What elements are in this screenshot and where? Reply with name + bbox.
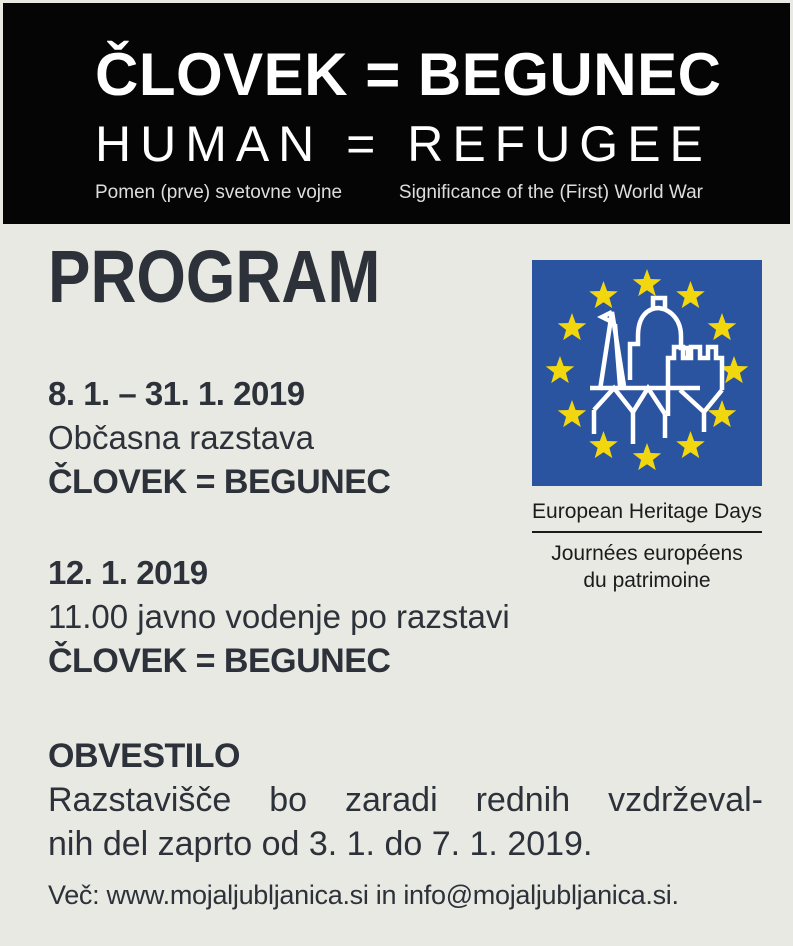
subtitle-slovenian: Pomen (prve) svetovne vojne — [95, 182, 343, 203]
contact-line: Več: www.mojaljubljanica.si in info@mojaljubljanica.si. — [48, 879, 679, 910]
event-date: 8. 1. – 31. 1. 2019 — [48, 375, 305, 412]
event-description: 11.00 javno vodenje po razstavi — [48, 597, 510, 635]
event-title: ČLOVEK = BEGUNEC — [48, 462, 391, 501]
header-banner — [3, 3, 790, 224]
event-date: 12. 1. 2019 — [48, 553, 208, 591]
notice-heading: OBVESTILO — [48, 736, 240, 775]
heritage-label-english: European Heritage Days — [532, 500, 762, 533]
subtitle-english: Significance of the (First) World War — [398, 182, 703, 203]
title-slovenian: ČLOVEK = BEGUNEC — [95, 41, 722, 108]
heritage-logo-column — [532, 260, 762, 595]
event-description: Občasna razstava — [48, 418, 314, 456]
event-block — [48, 372, 523, 505]
european-heritage-days-logo — [532, 260, 762, 486]
program-heading: PROGRAM — [48, 235, 381, 318]
heritage-label-french-line2: du patrimoine — [583, 568, 711, 592]
notice-block — [48, 734, 763, 867]
subtitle-row — [95, 183, 703, 202]
eu-flag-icon — [532, 260, 762, 486]
notice-text-line: nih del zaprto od 3. 1. do 7. 1. 2019. — [48, 825, 593, 864]
header-content — [95, 41, 722, 203]
event-title: ČLOVEK = BEGUNEC — [48, 641, 391, 680]
poster-body — [0, 224, 793, 946]
notice-text-line: Razstavišče bo zaradi rednih vzdrževal- — [48, 781, 763, 820]
heritage-label-french — [532, 541, 762, 595]
title-english: H U M A N = R E F U G E E — [95, 116, 703, 172]
event-block — [48, 551, 523, 684]
heritage-label-french-line1: Journées européens — [551, 542, 743, 566]
